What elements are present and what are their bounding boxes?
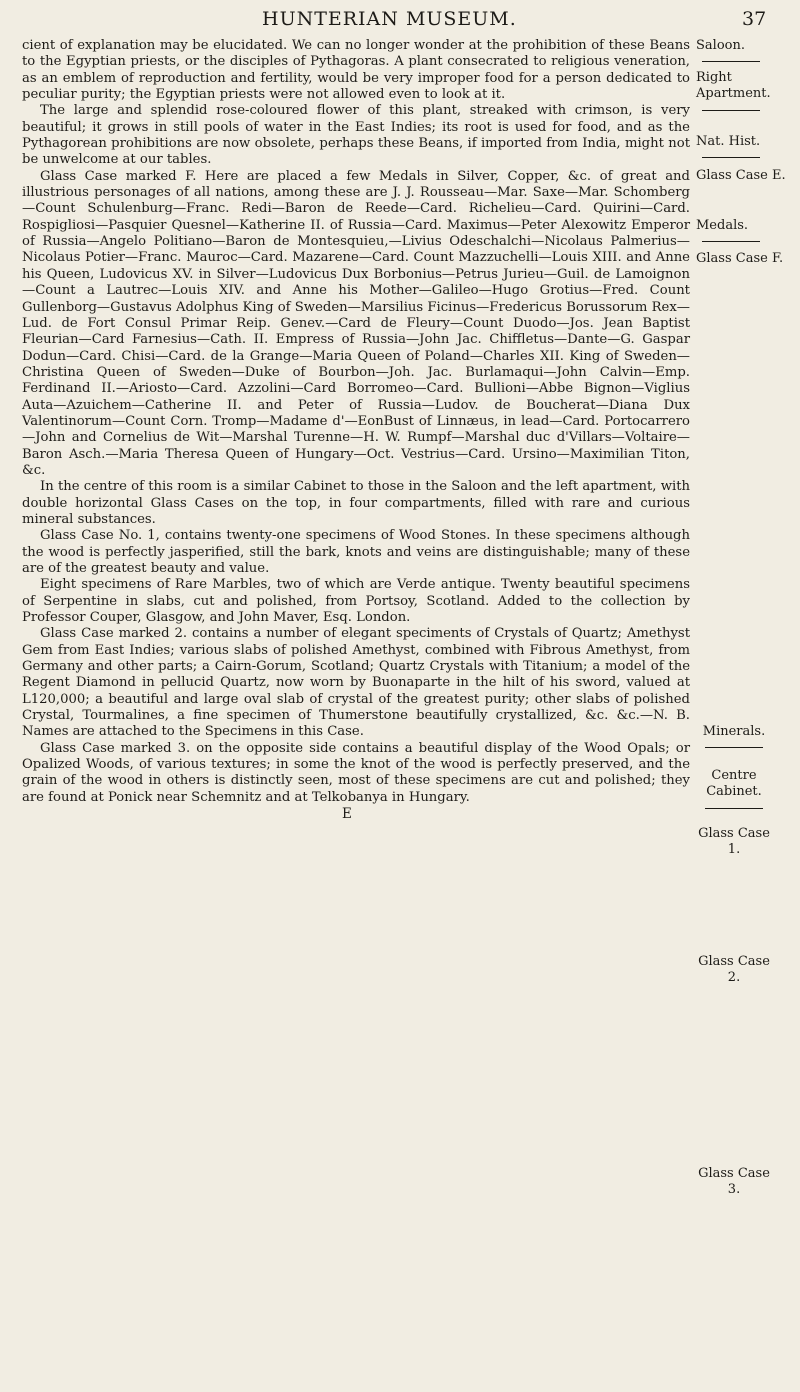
margin-note-glass-case-f: Glass Case F. [696,251,784,266]
margin-note-glass-case-e: Glass Case E. [696,168,786,183]
paragraph-centre-cabinet: In the centre of this room is a similar Cabinet to those in the Saloon and the left apartment, with double horizontal Glass Cases on the top, in four compartments, filled with rare and curious mineral substances. [22,479,690,527]
body-text [22,38,690,823]
margin-note-glass-case-1: Glass Case 1. [698,826,770,858]
margin-note-nat-hist: Nat. Hist. [696,134,796,158]
paragraph-glass-case-3: Glass Case marked 3. on the opposite side contains a beautiful display of the Wood Opals; or Opalized Woods, of various textures; in some the knot of the wood is perfectly preserved, and the grain of the wood in others is distinctly seen, most of these specimens are cut and polished; they are found at Ponick near Schemnitz and at Telkobanya in Hungary. [22,740,690,805]
margin-note-minerals: Minerals. [696,724,772,748]
running-title: HUNTERIAN MUSEUM. [262,8,517,30]
margin-note-glass-case-2: Glass Case 2. [698,954,770,986]
margin-note-right-apartment: Right Apartment. [696,70,796,111]
paragraph-medals: Glass Case marked F. Here are placed a few Medals in Silver, Copper, &c. of great and illustrious personages of all nations, among these are J. J. Rousseau—Mar. Saxe—Mar. Schomberg—Count Schulenburg—Franc. Redi—Baron de Reede—Card. Richelieu—Card. Quirini—Card. Rospigliosi—Pasquier Quesnel—Katherine II. of Russia—Card. Maximus—Peter Alexowitz Emperor of Russia—Angelo Politiano—Baron de Montesquieu,—Livius Odeschalchi—Nicolaus Palmerius—Nicolaus Potier—Franc. Mauroc—Card. Mazarene—Card. Count Mazzuchelli—Louis XIII. and Anne his Queen, Ludovicus XV. in Silver—Ludovicus Dux Borbonius—Petrus Jurieu—Guil. de Lamoignon—Count a Lautrec—Louis XIV. and Anne his Mother—Galileo—Hugo Grotius—Fred. Count Gullenborg—Gustavus Adolphus King of Sweden—Marsilius Ficinus—Fredericus Borussorum Rex—Lud. de Fort Consul Primar Reip. Genev.—Card de Fleury—Count Duodo—Jos. Jean Baptist Fleurian—Card Farnesius—Cath. II. Empress of Russia—John Jac. Chiffletus—Dante—G. Gaspar Dodun—Card. Chisi—Card. de la Grange—Maria Queen of Poland—Charles XII. King of Sweden—Christina Queen of Sweden—Duke of Bourbon—Joh. Jac. Burlamaqui—John Calvin—Emp. Ferdinand II.—Ariosto—Card. Azzolini—Card Borromeo—Card. Bullioni—Abbe Bignon—Viglius Auta—Azuichem—Catherine II. and Peter of Russia—Ludov. de Boucherat—Diana Dux Valentinorum—Count Corn. Tromp—Madame d'—EonBust of Linnæus, in lead—Card. Portocarrero—John and Cornelius de Wit—Marshal Turenne—H. W. Rumpf—Marshal duc d'Villars—Voltaire—Baron Asch.—Maria Theresa Queen of Hungary—Oct. Vestrius—Card. Ursino—Maximilian Titon, &c. [22,168,690,478]
paragraph-glass-case-1: Glass Case No. 1, contains twenty-one specimens of Wood Stones. In these specimens although the wood is perfectly jasperified, still the bark, knots and veins are distinguishable; many of these are of the greatest beauty and value. [22,528,690,576]
margin-note-centre-cabinet: Centre Cabinet. [696,768,772,809]
paragraph-beans-prohibition: cient of explanation may be elucidated. We can no longer wonder at the prohibition of these Beans to the Egyptian priests, or the disciples of Pythagoras. A plant consecrated to religious veneration, as an emblem of reproduction and fertility, would be very improper food for a person dedicated to peculiar purity; the Egyptian priests were not allowed even to look at it. [22,38,690,103]
paragraph-flower-description: The large and splendid rose-coloured flower of this plant, streaked with crimson, is very beautiful; it grows in still pools of water in the East Indies; its root is used for food, and as the Pythagorean prohibitions are now obsolete, perhaps these Beans, if imported from India, might not be unwelcome at our tables. [22,103,690,168]
margin-note-glass-case-3: Glass Case 3. [698,1166,770,1198]
page-header [0,6,800,34]
signature-mark: E [342,806,352,823]
margin-note-saloon: Saloon. [696,38,796,62]
paragraph-marbles: Eight specimens of Rare Marbles, two of which are Verde antique. Twenty beautiful specimens of Serpentine in slabs, cut and polished, from Portsoy, Scotland. Added to the collection by Professor Couper, Glasgow, and John Maver, Esq. London. [22,577,690,626]
page-number: 37 [742,8,767,30]
margin-note-medals: Medals. [696,218,796,242]
paragraph-glass-case-2: Glass Case marked 2. contains a number of elegant speciments of Crystals of Quartz; Amethyst Gem from East Indies; various slabs of polished Amethyst, combined with Fibrous Amethyst, from Germany and other parts; a Cairn-Gorum, Scotland; Quartz Crystals with Titanium; a model of the Regent Diamond in pellucid Quartz, now worn by Buonaparte in the hilt of his sword, valued at L120,000; a beautiful and large oval slab of crystal of the greatest purity; other slabs of polished Crystal, Tourmalines, a fine specimen of Thumerstone beautifully crystallized, &c. &c.—N. B. Names are attached to the Specimens in this Case. [22,626,690,740]
